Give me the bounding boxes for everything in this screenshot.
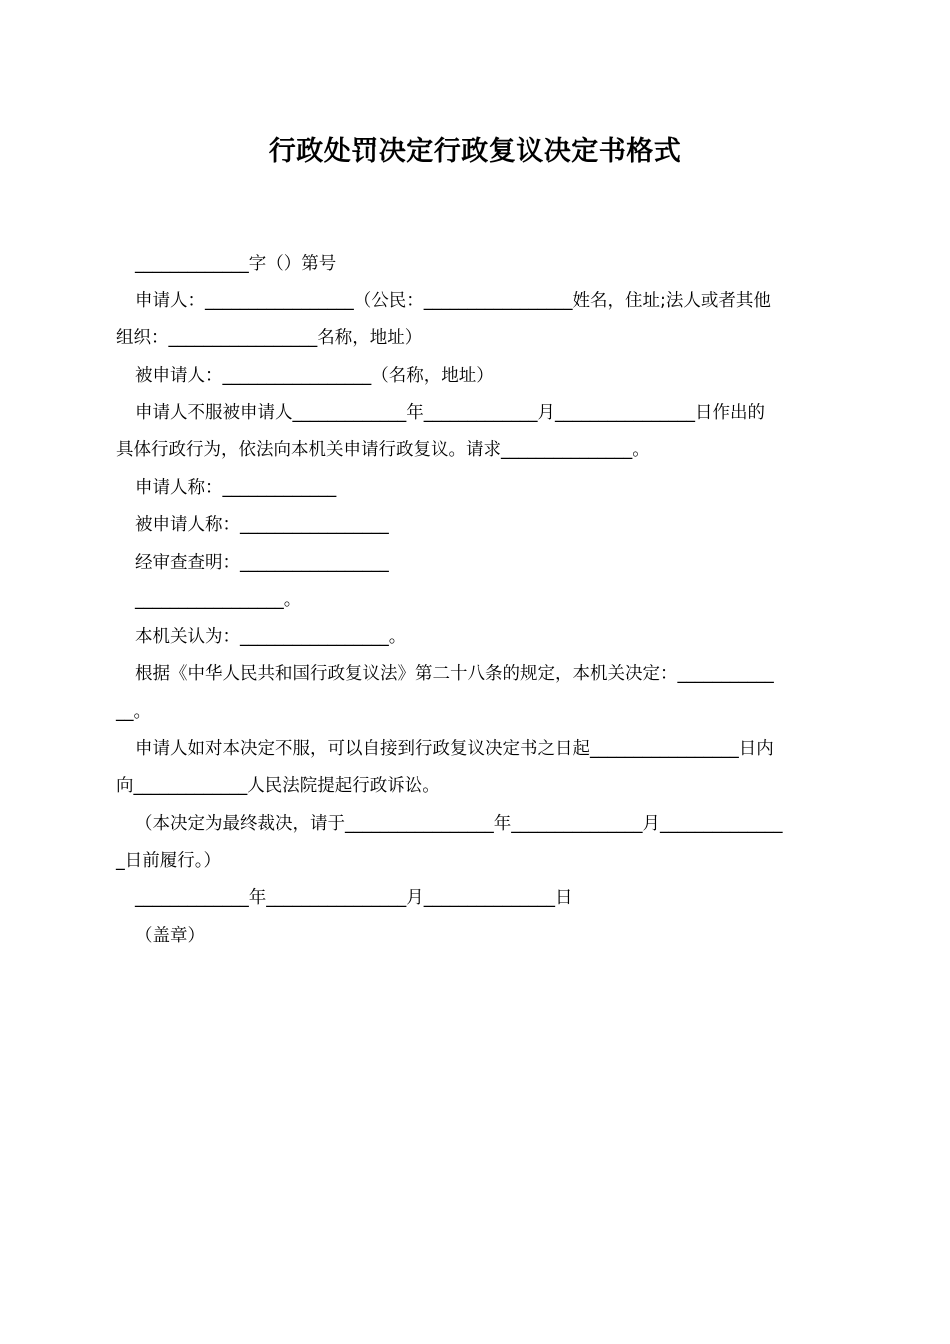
- line-dispute-date: 申请人不服被申请人_____________年_____________月________________日作出的: [135, 403, 765, 423]
- line-findings-cont: _________________。: [135, 590, 302, 610]
- line-appeal-court: 向_____________人民法院提起行政诉讼。: [116, 776, 440, 796]
- line-signature-date: _____________年________________月_______________日: [135, 888, 573, 908]
- line-applicant: 申请人：_________________（公民：_________________姓名，住址;法人或者其他: [135, 291, 771, 311]
- line-respondent: 被申请人：_________________（名称，地址）: [135, 366, 494, 386]
- line-opinion: 本机关认为：_________________。: [135, 627, 407, 647]
- line-request: 具体行政行为，依法向本机关申请行政复议。请求_______________。: [116, 440, 650, 460]
- line-final-ruling-cont: _日前履行。）: [116, 851, 221, 871]
- line-applicant-org: 组织：_________________名称，地址）: [116, 328, 423, 348]
- line-respondent-claims: 被申请人称：_________________: [135, 515, 389, 535]
- line-appeal: 申请人如对本决定不服，可以自接到行政复议决定书之日起_________________日内: [135, 739, 774, 759]
- line-seal: （盖章）: [135, 926, 205, 946]
- line-final-ruling: （本决定为最终裁决，请于_________________年_______________月______________: [135, 814, 783, 834]
- line-decision: 根据《中华人民共和国行政复议法》第二十八条的规定，本机关决定：___________: [135, 664, 774, 684]
- line-document-number: _____________字（）第号: [135, 254, 337, 274]
- line-applicant-claims: 申请人称：_____________: [135, 478, 337, 498]
- document-title: 行政处罚决定行政复议决定书格式: [268, 136, 682, 167]
- line-findings: 经审查查明：_________________: [135, 553, 389, 573]
- line-decision-cont: __。: [116, 702, 151, 722]
